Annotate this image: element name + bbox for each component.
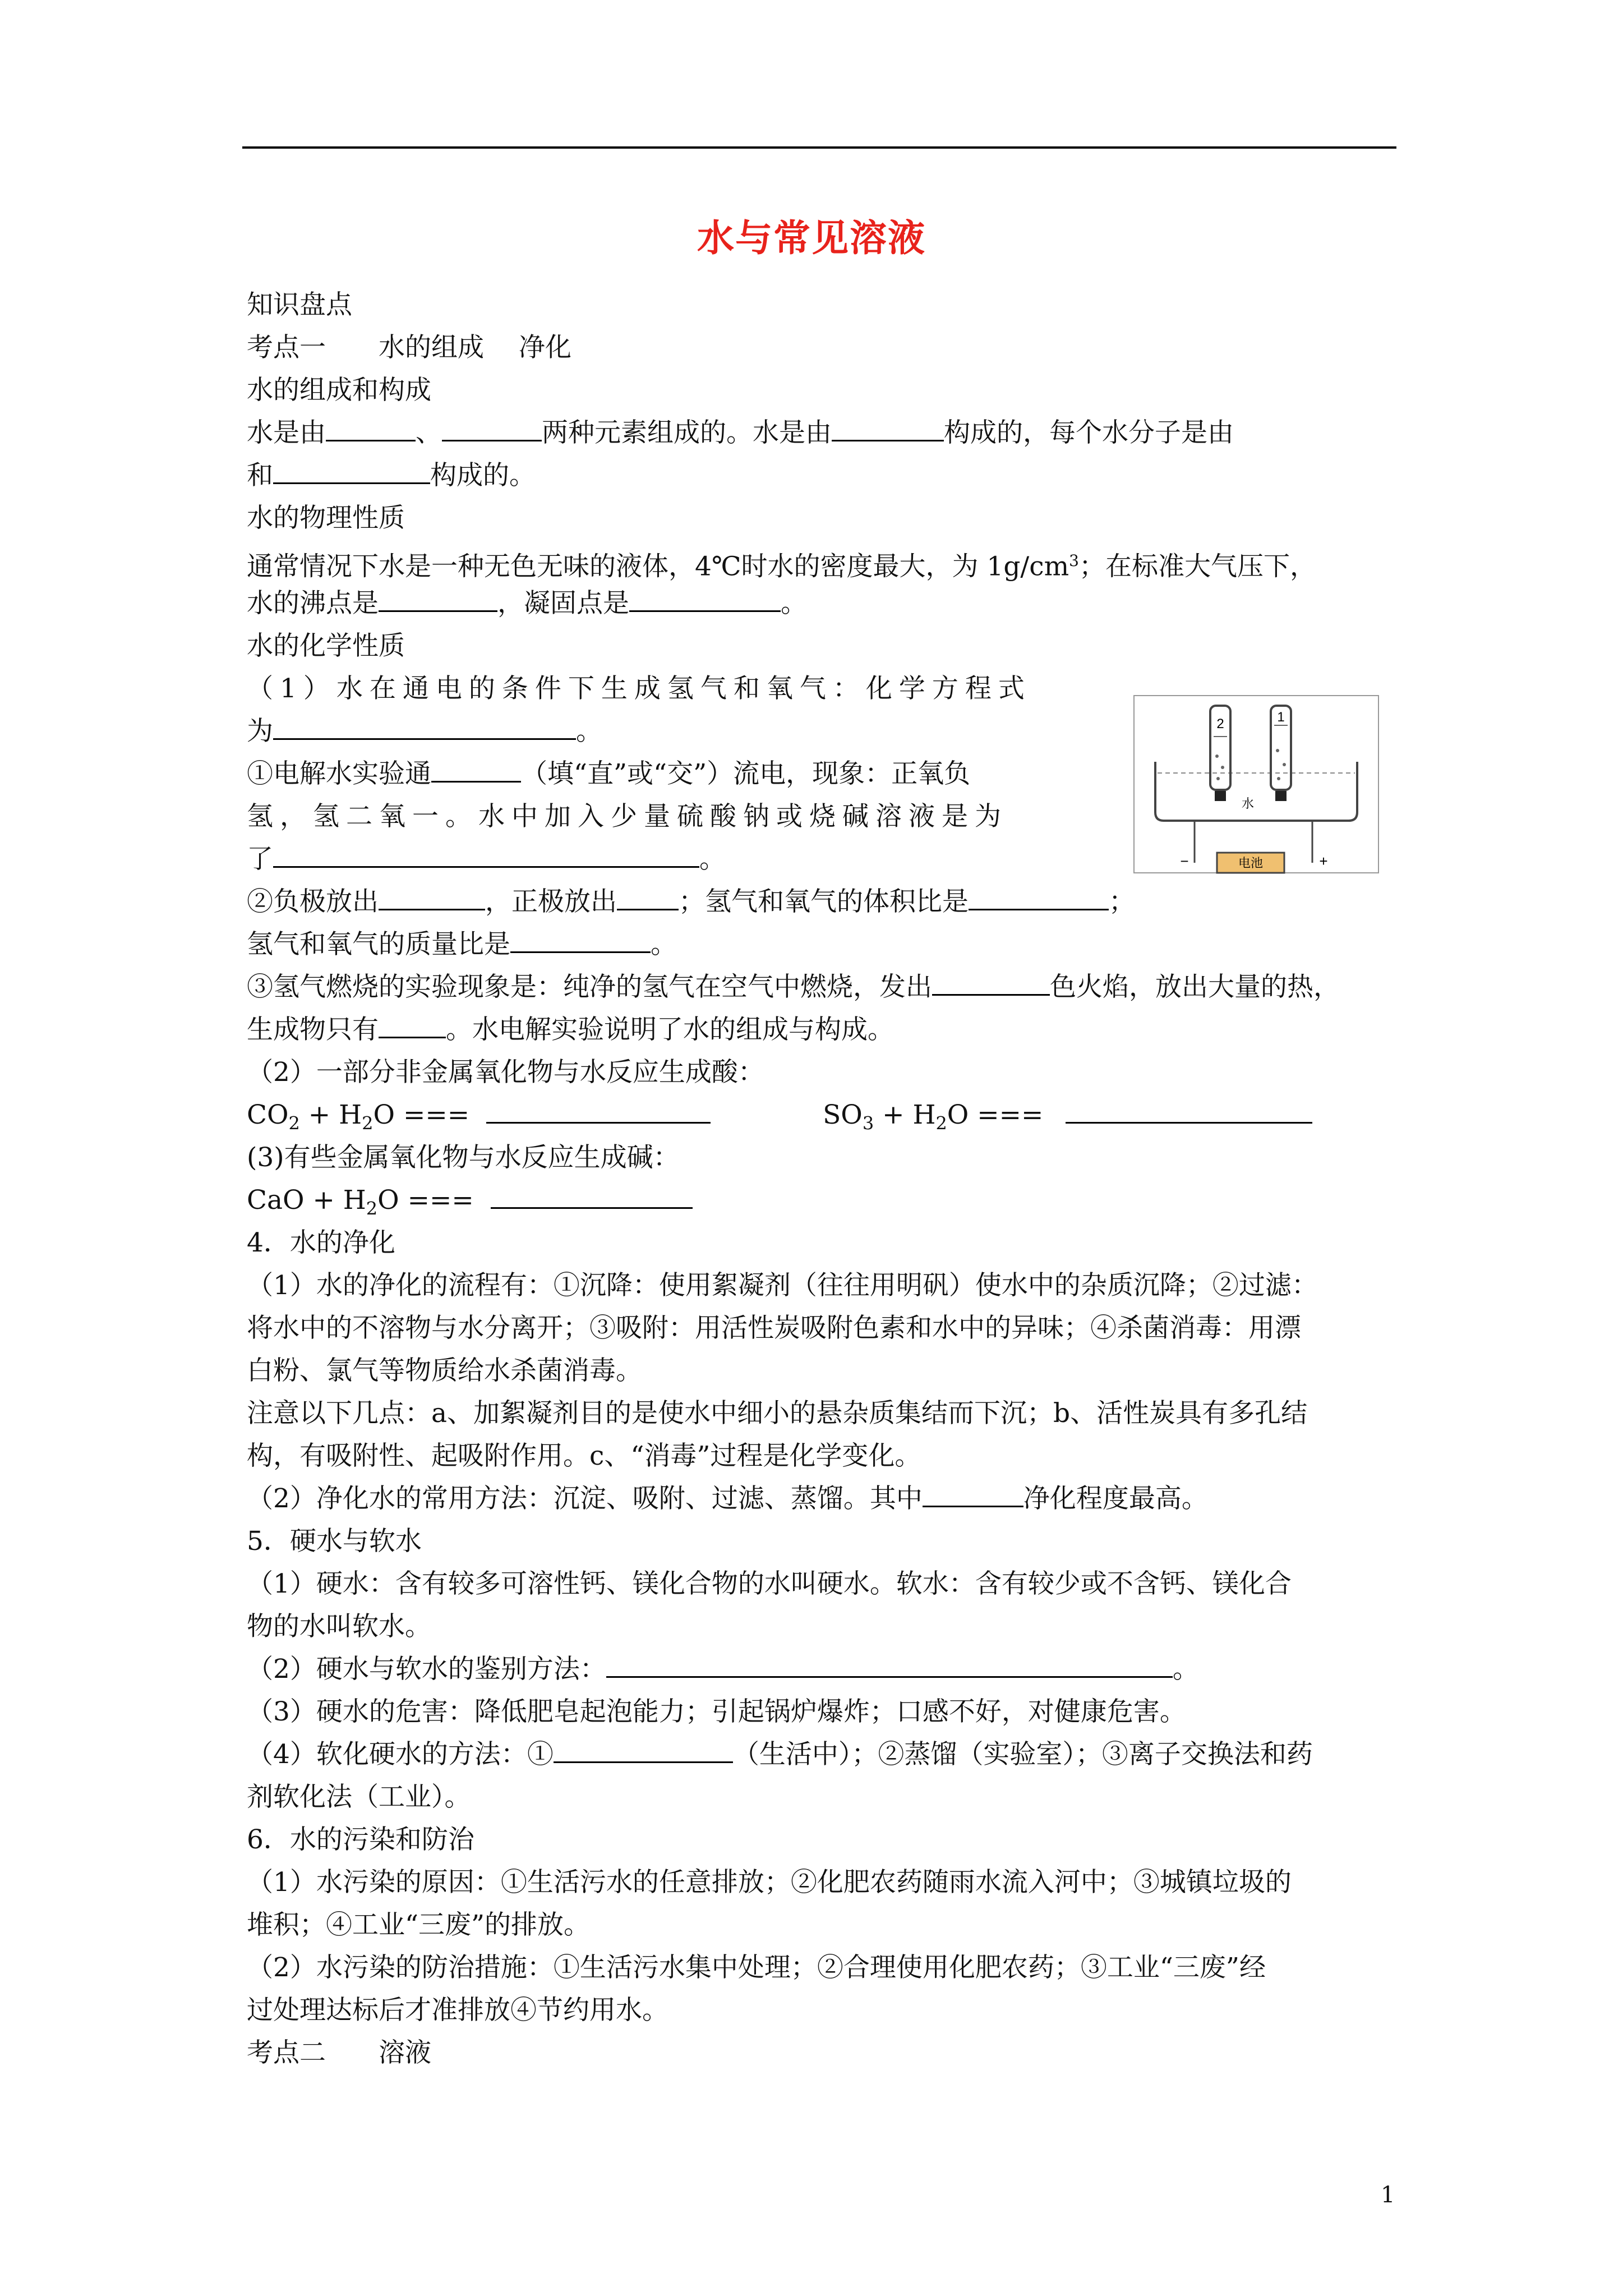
text-line: (3)有些金属氧化物与水反应生成碱： — [247, 1142, 680, 1173]
text-line: 氢，氢二氧一。水中加入少量硫酸钠或烧碱溶液是为 — [247, 801, 1008, 832]
text-line: （4）软化硬水的方法：① （生活中）；②蒸馏（实验室）；③离子交换法和药 — [247, 1739, 1313, 1770]
fill-blank[interactable] — [491, 1184, 693, 1209]
positive-terminal-label: + — [1319, 853, 1328, 869]
text-line: 构，有吸附性、起吸附作用。c、“消毒”过程是化学变化。 — [247, 1441, 921, 1471]
text-line: （1）硬水：含有较多可溶性钙、镁化合物的水叫硬水。软水：含有较少或不含钙、镁化合 — [247, 1568, 1292, 1599]
fill-blank[interactable] — [326, 416, 416, 441]
text-line: （2）水污染的防治措施：①生活污水集中处理；②合理使用化肥农药；③工业“三废”经 — [247, 1952, 1266, 1983]
tube-label-left: 2 — [1216, 716, 1224, 731]
text-line: ①电解水实验通 （填“直”或“交”）流电，现象：正氧负 — [247, 758, 971, 789]
fill-blank[interactable] — [617, 885, 679, 910]
section-heading: 6．水的污染和防治 — [247, 1824, 474, 1855]
header-rule — [242, 146, 1396, 149]
text-line: 将水中的不溶物与水分离开；③吸附：用活性炭吸附色素和水中的异味；④杀菌消毒：用漂 — [247, 1313, 1301, 1343]
fill-blank[interactable] — [1066, 1098, 1312, 1124]
text-line: 氢气和氧气的质量比是 。 — [247, 929, 677, 960]
text-line: 注意以下几点：a、加絮凝剂目的是使水中细小的悬杂质集结而下沉；b、活性炭具有多孔结 — [247, 1398, 1308, 1429]
fill-blank[interactable] — [379, 1013, 446, 1038]
tube-label-right: 1 — [1277, 710, 1285, 725]
fill-blank[interactable] — [379, 885, 485, 910]
text-line: 水的沸点是 ，凝固点是 。 — [247, 588, 807, 619]
text-line: （1）水污染的原因：①生活污水的任意排放；②化肥农药随雨水流入河中；③城镇垃圾的 — [247, 1867, 1292, 1898]
fill-blank[interactable] — [923, 1482, 1023, 1507]
fill-blank[interactable] — [273, 843, 699, 868]
text-line: ②负极放出 ，正极放出 ；氢气和氧气的体积比是 ； — [247, 886, 1135, 917]
battery-label: 电池 — [1238, 857, 1264, 871]
section-heading: 考点一 水的组成 净化 — [247, 332, 571, 363]
text-line: 了 。 — [247, 844, 726, 875]
text-line: 剂软化法（工业）。 — [247, 1782, 471, 1812]
text-line: 物的水叫软水。 — [247, 1611, 431, 1642]
text-line: 过处理达标后才准排放④节约用水。 — [247, 1995, 668, 2026]
text-line: （2）一部分非金属氧化物与水反应生成酸： — [247, 1057, 764, 1088]
fill-blank[interactable] — [969, 885, 1109, 910]
equation-line: CaO + $H_2O$ === — [247, 1184, 693, 1225]
fill-blank[interactable] — [442, 416, 542, 441]
text-line: 生成物只有 。水电解实验说明了水的组成与构成。 — [247, 1014, 894, 1045]
page-number: 1 — [1381, 2182, 1395, 2208]
text-line: 水是由 、 两种元素组成的。水是由 构成的，每个水分子是由 — [247, 417, 1234, 448]
fill-blank[interactable] — [932, 970, 1050, 996]
subheading: 水的化学性质 — [247, 631, 405, 661]
fill-blank[interactable] — [832, 416, 944, 441]
equation-line: $CO_2 + H_2O$ === $SO_3 + H_2O$ === — [247, 1098, 1312, 1140]
subheading: 水的组成和构成 — [247, 375, 431, 406]
electrode-left — [1215, 791, 1226, 801]
text-line: （3）硬水的危害：降低肥皂起泡能力；引起锅炉爆炸；口感不好，对健康危害。 — [247, 1696, 1186, 1727]
water-label: 水 — [1241, 797, 1255, 811]
electrode-right — [1275, 791, 1287, 801]
text-line: （2）硬水与软水的鉴别方法： 。 — [247, 1654, 1199, 1685]
text-line: （1）水的净化的流程有：①沉降：使用絮凝剂（往往用明矾）使水中的杂质沉降；②过滤： — [247, 1270, 1318, 1301]
subheading: 水的物理性质 — [247, 503, 405, 533]
fill-blank[interactable] — [629, 587, 781, 612]
text-line: （1）水在通电的条件下生成氢气和氧气：化学方程式 — [247, 673, 1031, 704]
fill-blank[interactable] — [379, 587, 497, 612]
text-line: ③氢气燃烧的实验现象是：纯净的氢气在空气中燃烧，发出 色火焰，放出大量的热， — [247, 972, 1340, 1002]
text-line: （2）净化水的常用方法：沉淀、吸附、过滤、蒸馏。其中 净化程度最高。 — [247, 1483, 1208, 1514]
fill-blank[interactable] — [606, 1653, 1173, 1678]
section-heading: 考点二 溶液 — [247, 2037, 431, 2068]
fill-blank[interactable] — [486, 1098, 711, 1124]
electrolysis-apparatus-figure — [1133, 694, 1380, 874]
text-line: 白粉、氯气等物质给水杀菌消毒。 — [247, 1355, 642, 1386]
text-line: 堆积；④工业“三废”的排放。 — [247, 1910, 591, 1940]
section-heading: 4．水的净化 — [247, 1227, 395, 1258]
fill-blank[interactable] — [273, 715, 576, 740]
fill-blank[interactable] — [554, 1738, 733, 1763]
text-line: 为 。 — [247, 716, 602, 747]
text-line: 和 构成的。 — [247, 460, 536, 491]
section-heading: 5．硬水与软水 — [247, 1526, 422, 1557]
fill-blank[interactable] — [273, 459, 430, 484]
fill-blank[interactable] — [431, 757, 521, 783]
page-title: 水与常见溶液 — [697, 216, 926, 260]
negative-terminal-label: − — [1180, 853, 1189, 869]
figure-frame — [1134, 696, 1378, 873]
text-line: 知识盘点 — [247, 289, 352, 320]
text-line: 通常情况下水是一种无色无味的液体，4℃时水的密度最大，为 $1g/cm^3$；在标准大气压下， — [247, 551, 1316, 582]
fill-blank[interactable] — [510, 928, 651, 953]
